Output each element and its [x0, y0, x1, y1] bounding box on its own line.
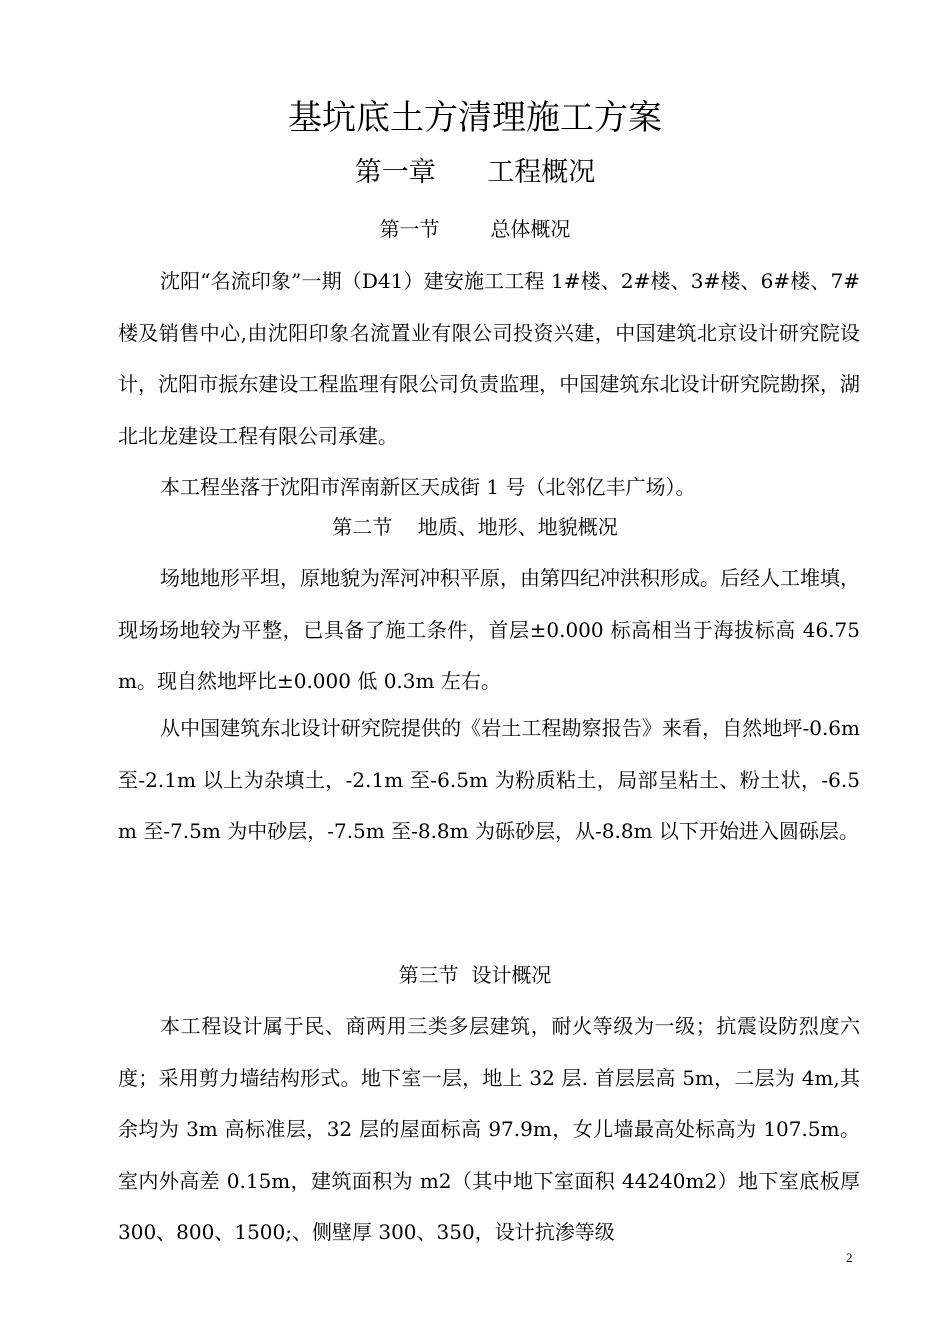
paragraph-overview: 沈阳“名流印象”一期（D41）建安施工工程 1#楼、2#楼、3#楼、6#楼、7#楼及销售中心,由沈阳印象名流置业有限公司投资兴建，中国建筑北京设计研究院设计，沈阳市振东建设工程监理有限公司负责监理，中国建筑东北设计研究院勘探，湖北北龙建设工程有限公司承建。: [118, 269, 860, 448]
section-heading-3: 第三节 设计概况: [398, 963, 552, 987]
section-heading-1: 第一节 总体概况: [379, 217, 571, 241]
paragraph-geology: 从中国建筑东北设计研究院提供的《岩土工程勘察报告》来看，自然地坪-0.6m 至-2.1m 以上为杂填土，-2.1m 至-6.5m 为粉质粘土，局部呈粘土、粉土状，-6.5m 至-7.5m 为中砂层，-7.5m 至-8.8m 为砾砂层，从-8.8m 以下开始进入圆砾层。: [118, 716, 860, 843]
paragraph-location: 本工程坐落于沈阳市浑南新区天成街 1 号（北邻亿丰广场）。: [160, 475, 696, 499]
paragraph-design: 本工程设计属于民、商两用三类多层建筑，耐火等级为一级；抗震设防烈度六度；采用剪力墙结构形式。地下室一层，地上 32 层. 首层层高 5m，二层为 4m,其余均为 3m 高标准层，32 层的屋面标高 97.9m，女儿墙最高处标高为 107.5m。室内外高差 0.15m，建筑面积为 m2（其中地下室面积 44240m2）地下室底板厚 300、800、1500;、侧壁厚 300、350，设计抗渗等级: [118, 1014, 860, 1244]
chapter-heading: 第一章 工程概况: [354, 157, 596, 188]
paragraph-terrain: 场地地形平坦，原地貌为浑河冲积平原，由第四纪冲洪积形成。后经人工堆填，现场场地较为平整，已具备了施工条件，首层±0.000 标高相当于海拔标高 46.75m。现自然地坪比±0.000 低 0.3m 左右。: [118, 566, 860, 693]
document-title: 基坑底土方清理施工方案: [288, 98, 662, 138]
page-number: 2: [846, 1250, 853, 1265]
section-heading-2: 第二节 地质、地形、地貌概况: [332, 515, 618, 539]
